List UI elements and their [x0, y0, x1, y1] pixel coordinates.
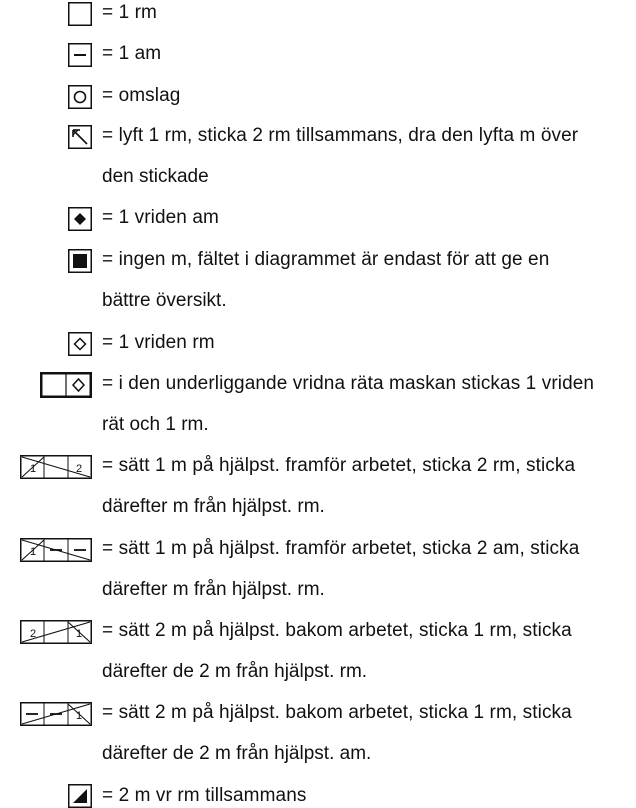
legend-text: = sätt 1 m på hjälpst. framför arbetet, sticka 2 rm, sticka [102, 455, 576, 476]
legend-text: = sätt 2 m på hjälpst. bakom arbetet, sticka 1 rm, sticka [102, 702, 572, 723]
cable-back-purl-symbol-icon [20, 702, 92, 726]
legend-text: = sätt 1 m på hjälpst. framför arbetet, sticka 2 am, sticka [102, 538, 580, 559]
legend-text-continued: därefter m från hjälpst. rm. [102, 496, 325, 517]
legend-text: = i den underliggande vridna räta maskan stickas 1 vriden [102, 373, 595, 394]
legend-text-continued: därefter de 2 m från hjälpst. am. [102, 743, 372, 764]
twisted-purl-symbol-icon [68, 207, 92, 231]
twisted-increase-symbol-icon [40, 372, 92, 398]
legend-text: = 2 m vr rm tillsammans [102, 785, 307, 806]
legend-text: = 1 vriden am [102, 207, 219, 228]
cable-label: 2 [29, 628, 37, 640]
cable-back-knit-symbol-icon [20, 620, 92, 644]
cable-label: 1 [75, 628, 83, 640]
k2tog-symbol-icon [68, 784, 92, 808]
legend-text: = omslag [102, 85, 181, 106]
knit-symbol-icon [68, 2, 92, 26]
cable-front-purl-symbol-icon [20, 538, 92, 562]
legend-text: = ingen m, fältet i diagrammet är endast för att ge en [102, 249, 550, 270]
legend-text: = lyft 1 rm, sticka 2 rm tillsammans, dra den lyfta m över [102, 125, 579, 146]
cable-label: 1 [29, 546, 37, 558]
legend-text-continued: bättre översikt. [102, 290, 227, 311]
cable-front-knit-symbol-icon [20, 455, 92, 479]
legend-text-continued: därefter de 2 m från hjälpst. rm. [102, 661, 368, 682]
cable-label: 2 [75, 463, 83, 475]
slip-knit-pass-over-symbol-icon [68, 125, 92, 149]
legend-text-continued: rät och 1 rm. [102, 414, 209, 435]
cable-label: 1 [75, 710, 83, 722]
legend-text-continued: den stickade [102, 166, 209, 187]
purl-symbol-icon [68, 43, 92, 67]
legend-text: = sätt 2 m på hjälpst. bakom arbetet, sticka 1 rm, sticka [102, 620, 572, 641]
no-stitch-symbol-icon [68, 249, 92, 273]
legend-text: = 1 rm [102, 2, 157, 23]
legend-text-continued: därefter m från hjälpst. rm. [102, 579, 325, 600]
legend-text: = 1 vriden rm [102, 332, 215, 353]
legend-text: = 1 am [102, 43, 162, 64]
cable-label: 1 [29, 463, 37, 475]
twisted-knit-symbol-icon [68, 332, 92, 356]
yarn-over-symbol-icon [68, 85, 92, 109]
